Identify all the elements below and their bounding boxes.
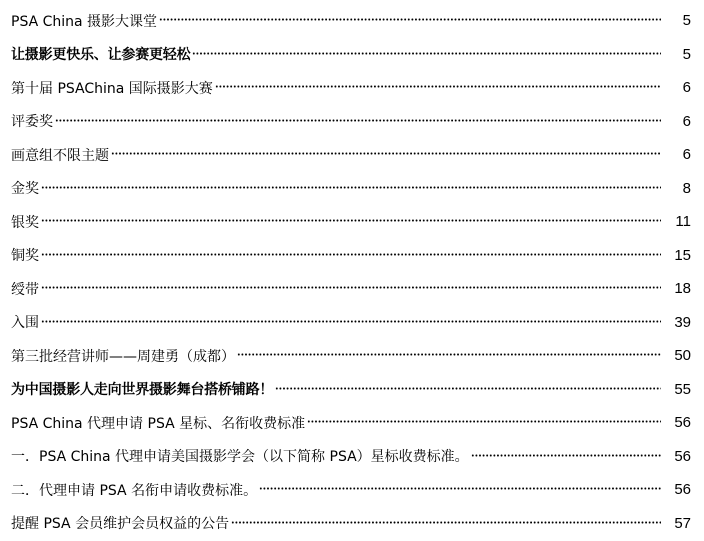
toc-entry[interactable] xyxy=(11,406,691,440)
toc-entry-title: 画意组不限主题 xyxy=(11,147,109,164)
toc-entry-title: 入围 xyxy=(11,315,39,332)
toc-entry-page-number: 6 xyxy=(682,79,691,97)
toc-entry-title: 第三批经营讲师——周建勇（成都） xyxy=(11,348,235,365)
toc-entry-page-number: 56 xyxy=(674,414,691,432)
toc-entry-title: 铜奖 xyxy=(11,248,39,265)
dot-leader xyxy=(41,247,661,261)
dot-leader xyxy=(41,214,661,228)
toc-entry-title: PSA China 摄影大课堂 xyxy=(11,13,158,30)
toc-entry-page-number: 57 xyxy=(674,514,691,532)
dot-leader xyxy=(231,515,661,529)
toc-entry-page-number: 5 xyxy=(682,12,691,30)
toc-entry-page-number: 8 xyxy=(682,179,691,197)
dot-leader xyxy=(307,415,661,429)
toc-entry[interactable] xyxy=(11,339,691,373)
toc-entry-page-number: 6 xyxy=(682,146,691,164)
toc-entry[interactable] xyxy=(11,507,691,541)
dot-leader xyxy=(55,113,661,127)
toc-entry-title: 二．代理申请 PSA 名衔申请收费标准。 xyxy=(11,482,258,499)
toc-entry-title: 第十届 PSAChina 国际摄影大赛 xyxy=(11,80,213,97)
toc-entry[interactable] xyxy=(11,373,691,407)
table-of-contents xyxy=(11,4,691,540)
toc-entry[interactable] xyxy=(11,4,691,38)
toc-entry[interactable] xyxy=(11,105,691,139)
dot-leader xyxy=(159,13,661,27)
dot-leader xyxy=(41,180,661,194)
toc-entry-page-number: 55 xyxy=(674,380,691,398)
toc-entry[interactable] xyxy=(11,306,691,340)
toc-entry-title: 银奖 xyxy=(11,214,39,231)
dot-leader xyxy=(111,147,661,161)
toc-entry-page-number: 5 xyxy=(682,45,691,63)
toc-entry-page-number: 15 xyxy=(674,246,691,264)
toc-entry-title: 一．PSA China 代理申请美国摄影学会（以下简称 PSA）星标收费标准。 xyxy=(11,449,469,466)
toc-entry-title: PSA China 代理申请 PSA 星标、名衔收费标准 xyxy=(11,415,306,432)
toc-entry-page-number: 56 xyxy=(674,481,691,499)
toc-entry-title: 评委奖 xyxy=(11,114,53,131)
dot-leader xyxy=(41,281,661,295)
toc-entry[interactable] xyxy=(11,138,691,172)
toc-entry[interactable] xyxy=(11,38,691,72)
toc-entry-page-number: 18 xyxy=(674,280,691,298)
toc-entry-title: 绶带 xyxy=(11,281,39,298)
dot-leader xyxy=(237,348,661,362)
toc-entry[interactable] xyxy=(11,440,691,474)
toc-entry[interactable] xyxy=(11,71,691,105)
toc-entry[interactable] xyxy=(11,172,691,206)
toc-entry-page-number: 39 xyxy=(674,313,691,331)
toc-entry[interactable] xyxy=(11,272,691,306)
toc-entry-title: 为中国摄影人走向世界摄影舞台搭桥铺路！ xyxy=(11,382,274,399)
toc-entry-title: 金奖 xyxy=(11,181,39,198)
toc-entry[interactable] xyxy=(11,205,691,239)
toc-entry-page-number: 56 xyxy=(674,447,691,465)
dot-leader xyxy=(259,482,661,496)
toc-entry-page-number: 50 xyxy=(674,347,691,365)
toc-entry-title: 提醒 PSA 会员维护会员权益的公告 xyxy=(11,516,230,533)
toc-entry[interactable] xyxy=(11,239,691,273)
dot-leader xyxy=(275,381,661,395)
dot-leader xyxy=(41,314,661,328)
dot-leader xyxy=(192,46,661,60)
toc-entry-title: 让摄影更快乐、让参赛更轻松 xyxy=(11,47,191,64)
toc-entry[interactable] xyxy=(11,473,691,507)
dot-leader xyxy=(215,80,661,94)
toc-entry-page-number: 6 xyxy=(682,112,691,130)
toc-entry-page-number: 11 xyxy=(675,213,691,231)
dot-leader xyxy=(471,448,661,462)
